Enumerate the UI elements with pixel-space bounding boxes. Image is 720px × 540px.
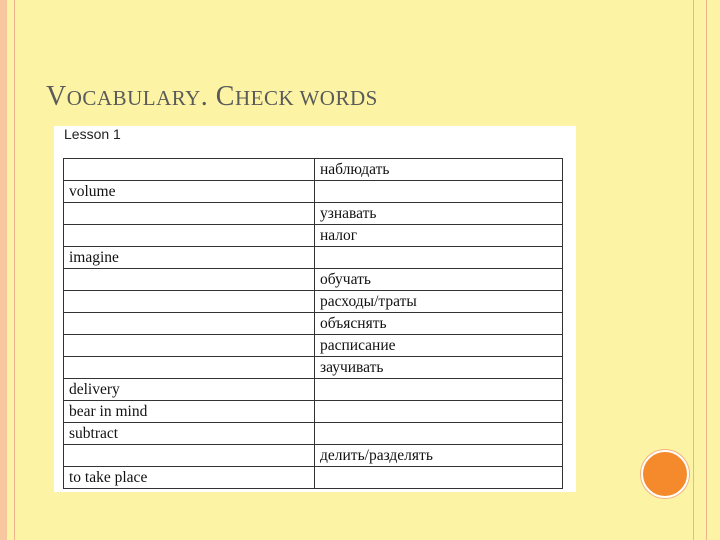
russian-word-cell — [315, 181, 563, 203]
english-word-cell — [64, 159, 315, 181]
english-word-cell — [64, 269, 315, 291]
russian-word-cell: узнавать — [315, 203, 563, 225]
orange-circle-decoration — [641, 450, 689, 498]
table-row — [64, 423, 563, 445]
left-decorative-rule — [14, 0, 15, 540]
left-decorative-bar — [0, 0, 7, 540]
english-word-cell — [64, 203, 315, 225]
english-word-cell: delivery — [64, 379, 315, 401]
english-word-cell: bear in mind — [64, 401, 315, 423]
russian-word-cell: объяснять — [315, 313, 563, 335]
english-word-cell — [64, 445, 315, 467]
table-row — [64, 203, 563, 225]
english-word-cell: volume — [64, 181, 315, 203]
slide-title — [46, 76, 378, 113]
table-row — [64, 247, 563, 269]
russian-word-cell: делить/разделять — [315, 445, 563, 467]
english-word-cell: subtract — [64, 423, 315, 445]
right-decorative-rule — [693, 0, 694, 540]
russian-word-cell: расписание — [315, 335, 563, 357]
english-word-cell — [64, 357, 315, 379]
english-word-cell — [64, 313, 315, 335]
english-word-cell — [64, 335, 315, 357]
table-row — [64, 467, 563, 489]
table-row — [64, 401, 563, 423]
vocabulary-table-body — [64, 159, 563, 489]
table-row — [64, 159, 563, 181]
table-row — [64, 313, 563, 335]
russian-word-cell — [315, 379, 563, 401]
english-word-cell: imagine — [64, 247, 315, 269]
russian-word-cell: расходы/траты — [315, 291, 563, 313]
right-decorative-rule-outer — [706, 0, 707, 540]
title-initial-v: V — [46, 81, 67, 112]
table-row — [64, 181, 563, 203]
russian-word-cell: заучивать — [315, 357, 563, 379]
table-row — [64, 335, 563, 357]
russian-word-cell — [315, 247, 563, 269]
russian-word-cell — [315, 467, 563, 489]
title-word-ocabulary: OCABULARY — [66, 86, 201, 110]
russian-word-cell: налог — [315, 225, 563, 247]
russian-word-cell — [315, 423, 563, 445]
russian-word-cell: наблюдать — [315, 159, 563, 181]
english-word-cell: to take place — [64, 467, 315, 489]
vocabulary-image-panel — [54, 126, 576, 492]
title-initial-c: C — [215, 81, 235, 112]
table-row — [64, 291, 563, 313]
table-row — [64, 225, 563, 247]
russian-word-cell: обучать — [315, 269, 563, 291]
table-row — [64, 379, 563, 401]
table-row — [64, 445, 563, 467]
russian-word-cell — [315, 401, 563, 423]
english-word-cell — [64, 225, 315, 247]
title-word-heck-words: HECK WORDS — [234, 86, 378, 110]
table-row — [64, 269, 563, 291]
table-row — [64, 357, 563, 379]
english-word-cell — [64, 291, 315, 313]
title-separator: . — [200, 81, 216, 112]
lesson-label: Lesson 1 — [64, 126, 121, 142]
vocabulary-table — [63, 158, 563, 489]
